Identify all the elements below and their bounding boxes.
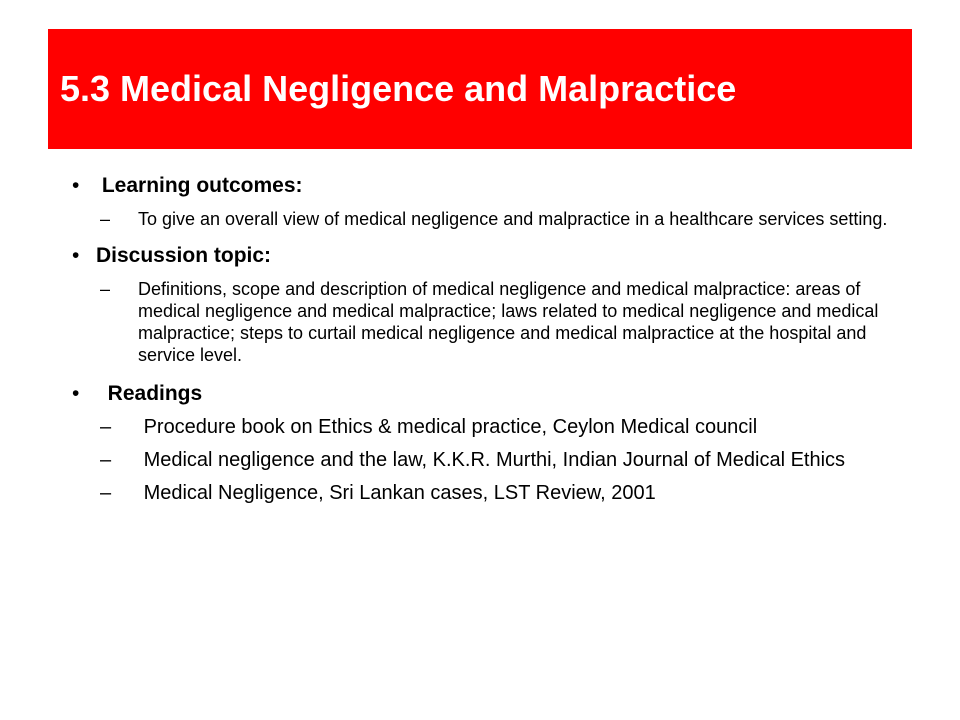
reading-text: Procedure book on Ethics & medical practice, Ceylon Medical council (138, 416, 758, 438)
reading-item (72, 416, 912, 439)
reading-item (72, 449, 912, 472)
heading-discussion-topic: Discussion topic: (96, 244, 272, 267)
slide-body (72, 170, 912, 505)
heading-learning-outcomes: Learning outcomes: (96, 174, 303, 197)
item-learning-outcome (72, 208, 912, 230)
bullet-discussion-topic (72, 242, 912, 270)
dash-icon: – (100, 279, 111, 299)
item-text: Definitions, scope and description of medical negligence and medical malpractice: areas of medical negligence and medical malpractice; laws related to medical negligence and medical malpractice; steps to curtail medical negligence and medical malpractice at the hospital and service level. (138, 279, 879, 365)
bullet-readings (72, 380, 912, 408)
heading-readings: Readings (96, 382, 203, 405)
bullet-icon: • (72, 382, 80, 405)
bullet-learning-outcomes (72, 172, 912, 200)
bullet-icon: • (72, 244, 80, 267)
dash-icon: – (100, 482, 112, 504)
item-text: To give an overall view of medical negligence and malpractice in a healthcare services setting. (138, 209, 888, 229)
dash-icon: – (100, 209, 111, 229)
dash-icon: – (100, 416, 112, 438)
reading-text: Medical Negligence, Sri Lankan cases, LST Review, 2001 (138, 482, 656, 504)
slide-title: 5.3 Medical Negligence and Malpractice (60, 68, 737, 109)
reading-item (72, 482, 912, 505)
bullet-icon: • (72, 174, 80, 197)
title-banner (48, 29, 912, 149)
item-discussion-topic (72, 278, 912, 366)
dash-icon: – (100, 449, 112, 471)
reading-text: Medical negligence and the law, K.K.R. Murthi, Indian Journal of Medical Ethics (138, 449, 846, 471)
